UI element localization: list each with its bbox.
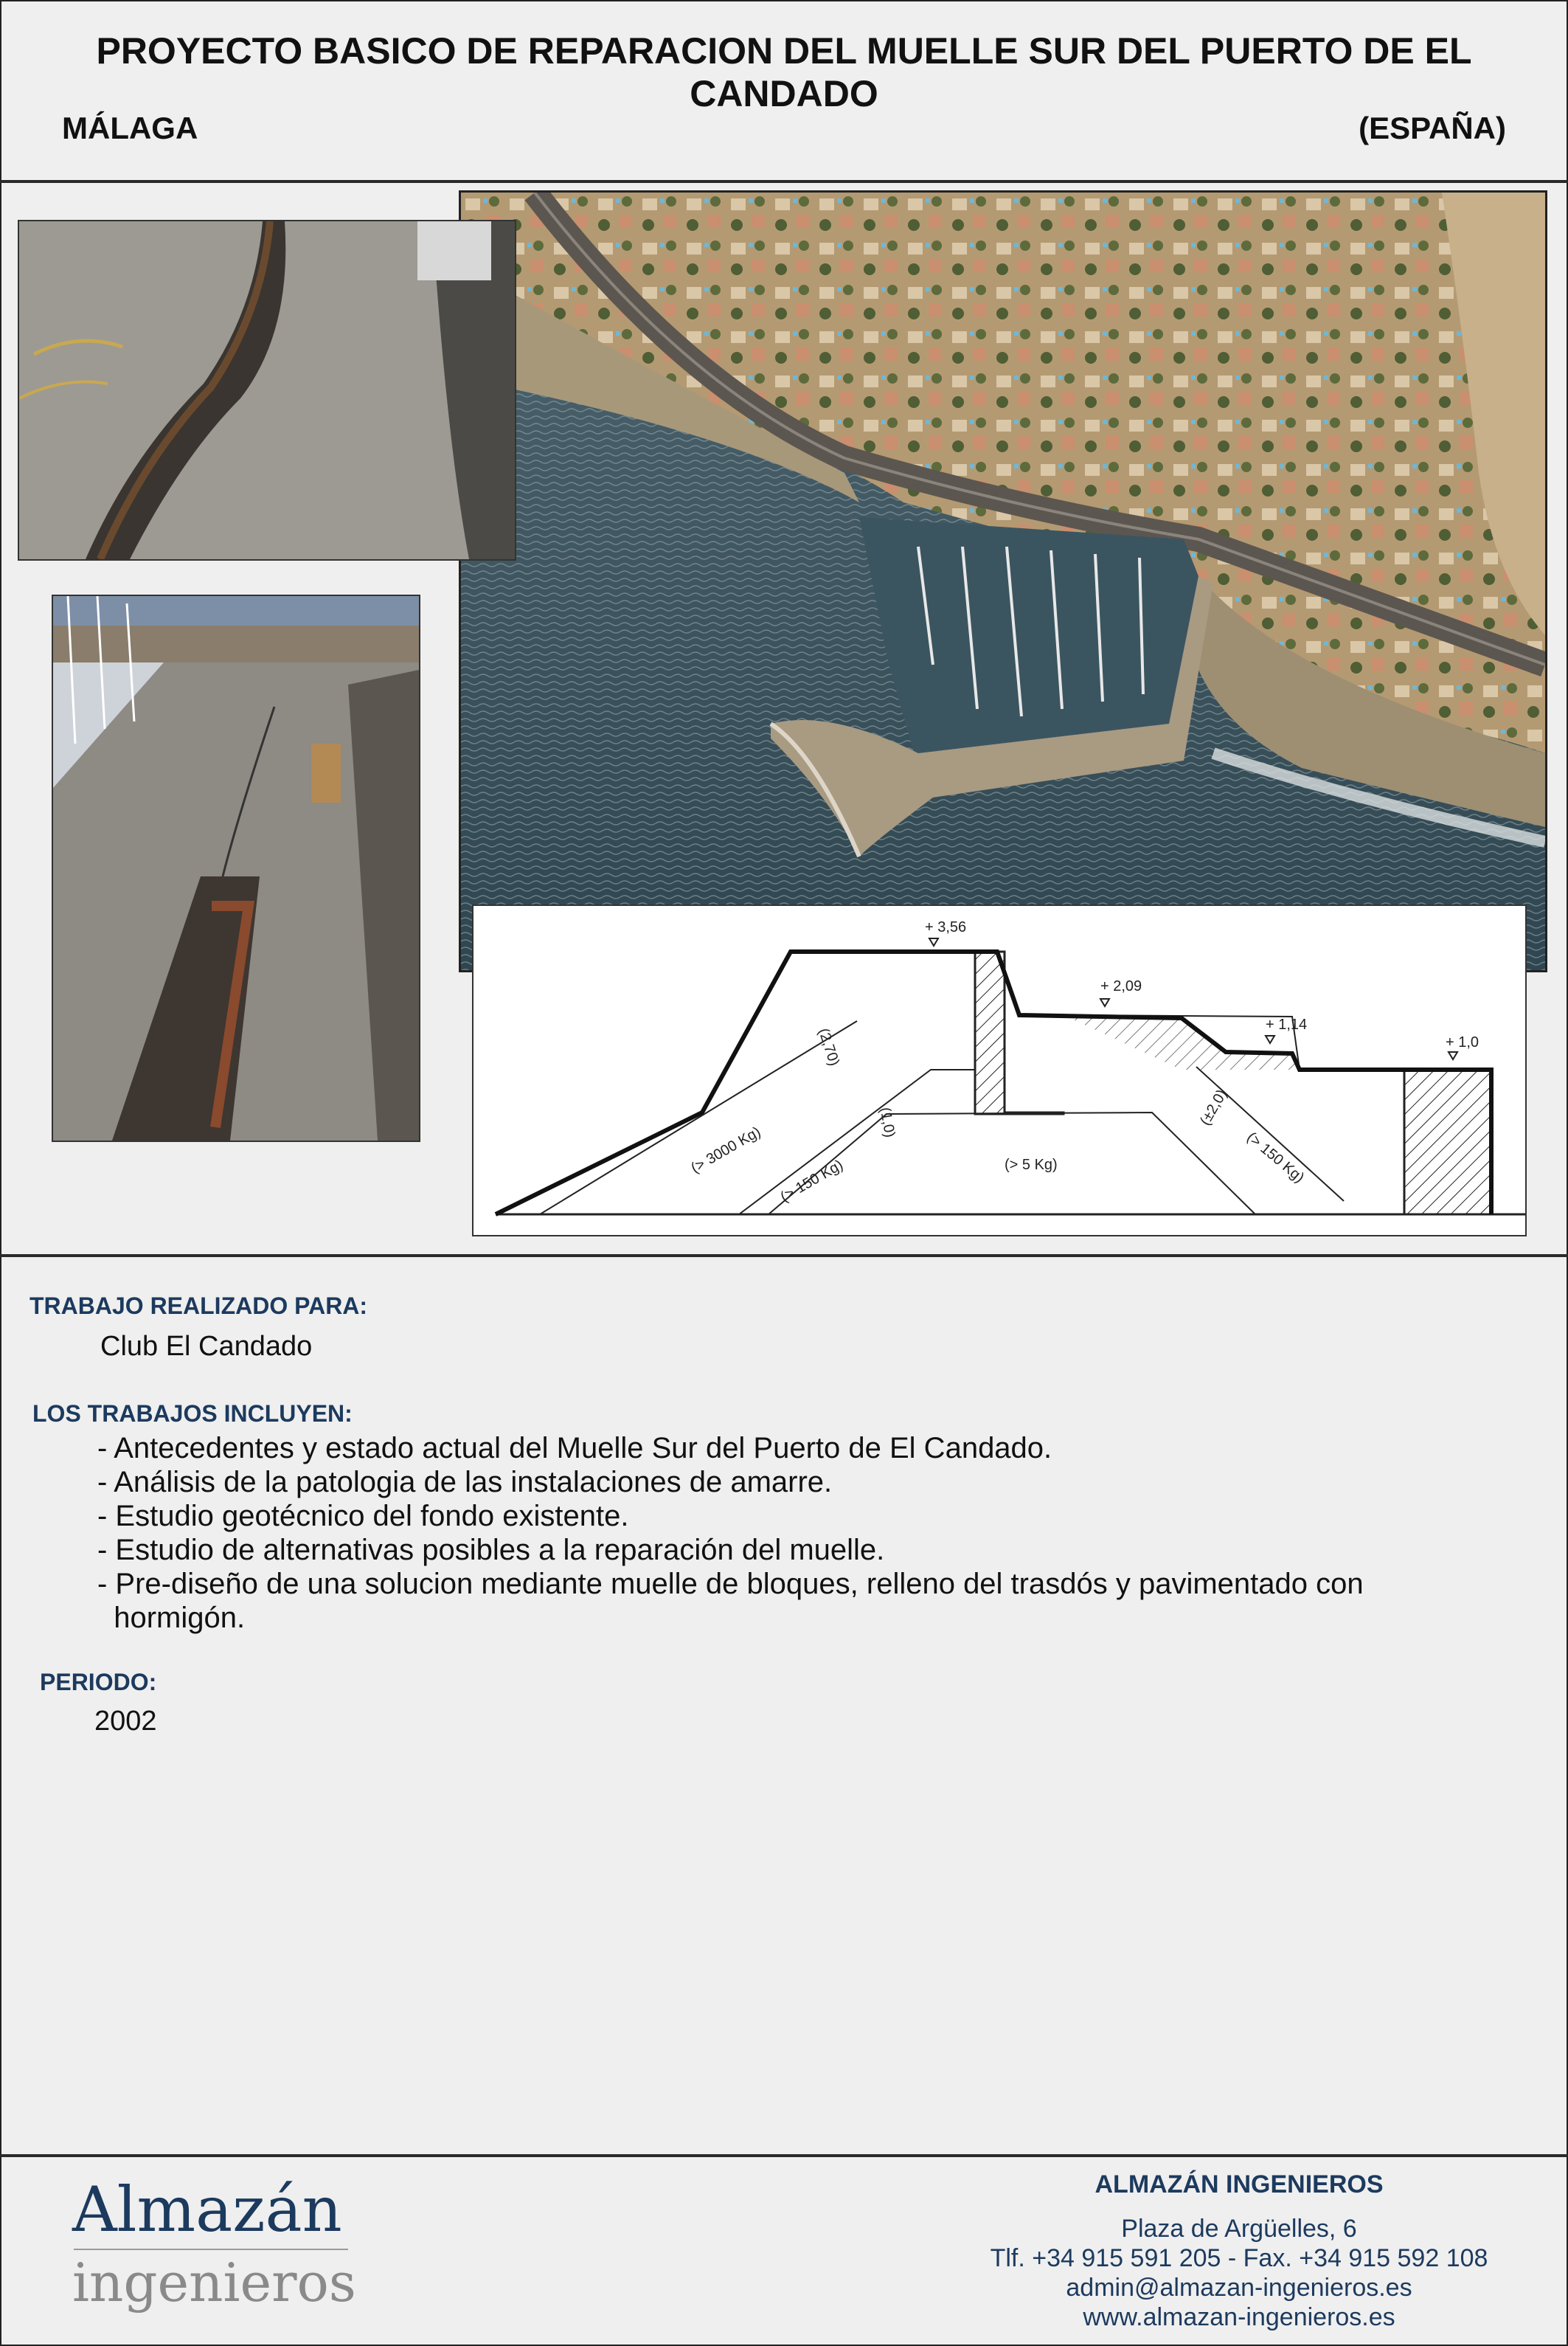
location-city: MÁLAGA [62, 111, 198, 145]
list-item: - Antecedentes y estado actual del Muelle Sur del Puerto de El Candado. [97, 1432, 1052, 1464]
rock-label-2: (> 150 Kg) [777, 1157, 846, 1206]
list-item: hormigón. [97, 1602, 246, 1634]
aerial-photo [459, 190, 1547, 972]
logo-divider [74, 2249, 348, 2250]
company-name: ALMAZÁN INGENIEROS [1095, 2170, 1384, 2198]
client-name: Club El Candado [100, 1331, 313, 1362]
list-item: - Estudio de alternativas posibles a la reparación del muelle. [97, 1534, 885, 1566]
divider [0, 2154, 1568, 2157]
thickness-label-2: (1,0) [876, 1106, 898, 1139]
logo-text-bottom: ingenieros [72, 2252, 356, 2314]
period-value: 2002 [94, 1706, 157, 1737]
rock-label-3: (> 5 Kg) [1005, 1157, 1058, 1173]
company-email[interactable]: admin@almazan-ingenieros.es [1066, 2274, 1412, 2302]
thickness-label-3: (±2,0) [1197, 1087, 1231, 1129]
rock-label-1: (> 3000 Kg) [688, 1124, 764, 1177]
damage-photo-2 [52, 595, 420, 1142]
divider [0, 1254, 1568, 1257]
location-country: (ESPAÑA) [1359, 111, 1506, 145]
page-title: PROYECTO BASICO DE REPARACION DEL MUELLE SUR DEL PUERTO DE EL CANDADO [96, 30, 1472, 114]
divider [0, 180, 1568, 183]
client-label: TRABAJO REALIZADO PARA: [30, 1293, 368, 1319]
company-address: Plaza de Argüelles, 6 [1121, 2215, 1357, 2243]
elev-label-top: + 3,56 [925, 919, 967, 935]
elev-label-4: + 1,0 [1446, 1034, 1479, 1051]
works-label: LOS TRABAJOS INCLUYEN: [32, 1400, 353, 1427]
elev-label-3: + 1,14 [1266, 1017, 1308, 1033]
period-label: PERIODO: [40, 1669, 157, 1695]
list-item: - Estudio geotécnico del fondo existente. [97, 1500, 629, 1532]
list-item: - Análisis de la patologia de las instalaciones de amarre. [97, 1466, 833, 1498]
logo-text-top: Almazán [72, 2173, 342, 2246]
works-list [97, 1431, 1364, 1635]
damage-photo-1 [18, 220, 516, 561]
company-phone: Tlf. +34 915 591 205 - Fax. +34 915 592 108 [990, 2244, 1488, 2272]
thickness-label-1: (2,70) [815, 1026, 843, 1068]
rock-label-4: (> 150 Kg) [1243, 1129, 1308, 1186]
company-website[interactable]: www.almazan-ingenieros.es [1083, 2303, 1395, 2331]
list-item: - Pre-diseño de una solucion mediante muelle de bloques, relleno del trasdós y pavimentado con [97, 1568, 1364, 1600]
elev-label-2: + 2,09 [1100, 978, 1142, 994]
cross-section-diagram [472, 904, 1527, 1236]
